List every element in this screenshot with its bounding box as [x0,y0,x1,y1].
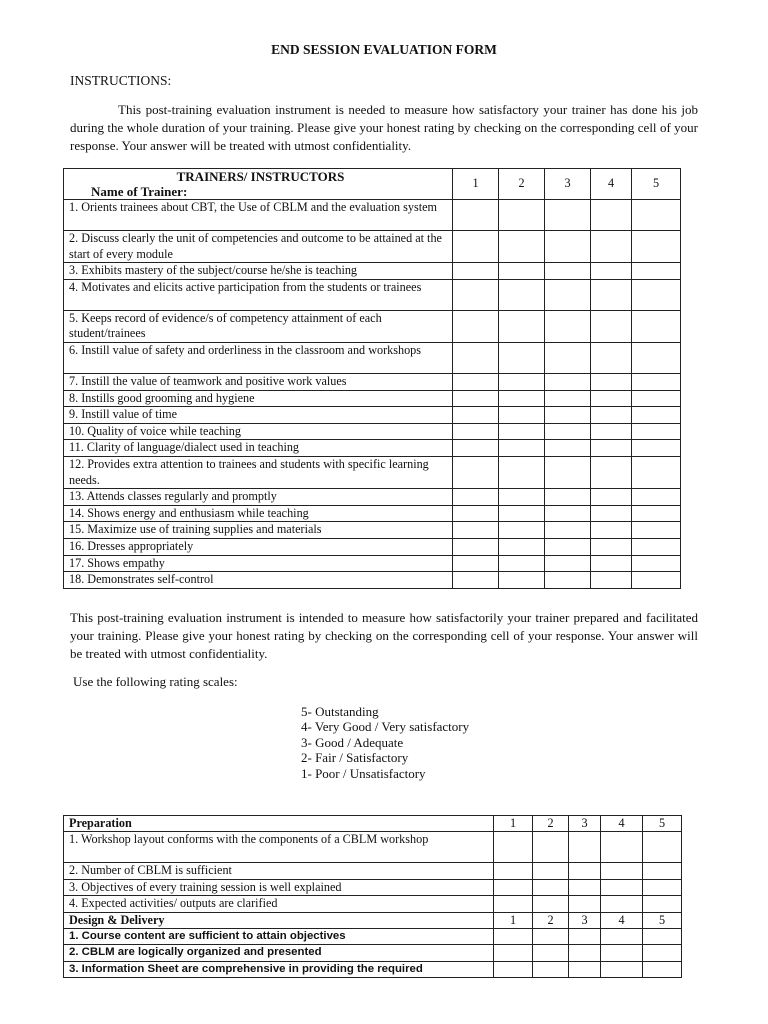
criterion-label: 13. Attends classes regularly and promptly [64,489,453,506]
trainer-rating-cell[interactable] [453,310,499,342]
trainer-rating-cell[interactable] [453,456,499,488]
trainer-name-label: Name of Trainer: [91,184,188,199]
trainer-rating-cell[interactable] [545,390,591,407]
rating-header-1: 1 [494,816,533,832]
criterion-label: 2. CBLM are logically organized and presented [64,945,494,961]
table-row [64,390,681,407]
design-rating-cell[interactable] [494,945,533,961]
preparation-rating-cell[interactable] [643,896,682,912]
criterion-label: 4. Expected activities/ outputs are clarified [64,896,494,912]
trainer-rating-cell[interactable] [545,407,591,424]
trainer-rating-cell[interactable] [591,263,632,280]
trainer-rating-cell[interactable] [632,279,681,310]
criterion-label: 18. Demonstrates self-control [64,572,453,589]
table-row [64,863,682,879]
design-rating-cell[interactable] [643,961,682,977]
trainer-rating-cell[interactable] [499,342,545,373]
table-row [64,489,681,506]
trainer-rating-cell[interactable] [453,489,499,506]
table-row [64,879,682,895]
criterion-label: 8. Instills good grooming and hygiene [64,390,453,407]
trainer-rating-cell[interactable] [453,263,499,280]
trainer-rating-cell[interactable] [591,407,632,424]
criterion-label: 9. Instill value of time [64,407,453,424]
rating-header-4: 4 [601,912,643,928]
trainer-rating-cell[interactable] [591,456,632,488]
criterion-label: 16. Dresses appropriately [64,538,453,555]
criterion-label: 3. Information Sheet are comprehensive in providing the required [64,961,494,977]
preparation-rating-cell[interactable] [494,896,533,912]
table-row [64,200,681,231]
rating-header-1: 1 [453,169,499,200]
rating-header-3: 3 [569,816,601,832]
criterion-label: 3. Exhibits mastery of the subject/course he/she is teaching [64,263,453,280]
criterion-label: 2. Number of CBLM is sufficient [64,863,494,879]
rating-header-5: 5 [643,816,682,832]
criterion-label: 10. Quality of voice while teaching [64,423,453,440]
trainer-rating-cell[interactable] [499,440,545,457]
trainer-rating-cell[interactable] [453,423,499,440]
trainer-rating-cell[interactable] [591,538,632,555]
trainer-rating-cell[interactable] [632,423,681,440]
rating-header-3: 3 [569,912,601,928]
criterion-label: 1. Workshop layout conforms with the components of a CBLM workshop [64,832,494,863]
trainer-rating-cell[interactable] [545,538,591,555]
trainer-rating-cell[interactable] [499,373,545,390]
trainer-rating-table [63,168,681,589]
trainer-rating-cell[interactable] [591,555,632,572]
trainer-rating-cell[interactable] [632,522,681,539]
criterion-label: 1. Course content are sufficient to attain objectives [64,929,494,945]
trainer-rating-cell[interactable] [499,538,545,555]
table-row [64,896,682,912]
rating-header-2: 2 [533,912,569,928]
design-rating-cell[interactable] [533,929,569,945]
table-row [64,231,681,263]
preparation-rating-cell[interactable] [494,863,533,879]
preparation-rating-cell[interactable] [601,863,643,879]
trainer-rating-cell[interactable] [591,200,632,231]
trainer-header-cell [64,169,453,200]
criterion-label: 12. Provides extra attention to trainees and students with specific learning needs. [64,456,453,488]
rating-header-4: 4 [601,816,643,832]
trainer-rating-cell[interactable] [453,555,499,572]
preparation-rating-cell[interactable] [601,896,643,912]
trainer-rating-cell[interactable] [499,456,545,488]
table-row [64,538,681,555]
rating-scale-item: 2- Fair / Satisfactory [301,750,409,766]
rating-scale-item: 5- Outstanding [301,704,379,719]
criterion-label: 2. Discuss clearly the unit of competencies and outcome to be attained at the start of every module [64,231,453,263]
trainer-rating-cell[interactable] [632,263,681,280]
trainer-table-header [64,169,681,200]
trainer-rating-cell[interactable] [545,342,591,373]
rating-scale-item: 4- Very Good / Very satisfactory [301,719,470,735]
trainer-rating-cell[interactable] [632,572,681,589]
trainer-rating-cell[interactable] [545,373,591,390]
trainer-rating-cell[interactable] [453,572,499,589]
trainer-rating-cell[interactable] [591,231,632,263]
design-rating-cell[interactable] [569,929,601,945]
design-rating-cell[interactable] [533,945,569,961]
trainer-rating-cell[interactable] [591,342,632,373]
trainer-rating-cell[interactable] [453,390,499,407]
trainer-rating-cell[interactable] [591,489,632,506]
table-row [64,263,681,280]
trainer-rating-cell[interactable] [453,200,499,231]
table-row [64,572,681,589]
table-row [64,522,681,539]
trainer-rating-cell[interactable] [632,505,681,522]
criterion-label: 1. Orients trainees about CBT, the Use of CBLM and the evaluation system [64,200,453,231]
preparation-rating-cell[interactable] [601,832,643,863]
trainer-rating-cell[interactable] [499,310,545,342]
design-rating-cell[interactable] [494,961,533,977]
preparation-rating-cell[interactable] [643,832,682,863]
trainer-rating-cell[interactable] [499,279,545,310]
trainer-rating-cell[interactable] [632,555,681,572]
trainer-rating-cell[interactable] [632,342,681,373]
trainer-rating-cell[interactable] [632,538,681,555]
design-rating-cell[interactable] [643,929,682,945]
trainer-rating-cell[interactable] [632,489,681,506]
trainer-rating-cell[interactable] [499,522,545,539]
design-rating-cell[interactable] [601,929,643,945]
trainer-rating-cell[interactable] [545,522,591,539]
trainer-rating-cell[interactable] [591,440,632,457]
criterion-label: 7. Instill the value of teamwork and positive work values [64,373,453,390]
rating-header-5: 5 [643,912,682,928]
rating-header-4: 4 [591,169,632,200]
trainer-rating-cell[interactable] [499,555,545,572]
design-delivery-header-label: Design & Delivery [64,912,494,928]
preparation-rating-cell[interactable] [643,863,682,879]
trainers-heading: TRAINERS/ INSTRUCTORS [176,169,345,184]
table-row [64,555,681,572]
trainer-rating-cell[interactable] [591,505,632,522]
table-row [64,342,681,373]
criterion-label: 6. Instill value of safety and orderliness in the classroom and workshops [64,342,453,373]
trainer-rating-cell[interactable] [499,407,545,424]
criterion-label: 17. Shows empathy [64,555,453,572]
table-row [64,373,681,390]
preparation-rating-cell[interactable] [533,863,569,879]
trainer-rating-cell[interactable] [632,407,681,424]
instructions-label: INSTRUCTIONS: [70,73,172,88]
table-row [64,423,681,440]
design-rating-cell[interactable] [601,961,643,977]
design-rating-cell[interactable] [494,929,533,945]
preparation-rating-cell[interactable] [533,896,569,912]
criterion-label: 11. Clarity of language/dialect used in teaching [64,440,453,457]
trainer-rating-cell[interactable] [453,440,499,457]
trainer-rating-cell[interactable] [591,373,632,390]
trainer-rating-cell[interactable] [545,263,591,280]
table-row [64,440,681,457]
design-rating-cell[interactable] [643,945,682,961]
trainer-rating-cell[interactable] [545,200,591,231]
rating-header-5: 5 [632,169,681,200]
trainer-rating-cell[interactable] [453,407,499,424]
trainer-rating-cell[interactable] [632,440,681,457]
trainer-rating-cell[interactable] [632,310,681,342]
rating-scale-item: 3- Good / Adequate [301,734,404,750]
trainer-rating-cell[interactable] [591,310,632,342]
criterion-label: 3. Objectives of every training session is well explained [64,879,494,895]
table-row [64,929,682,945]
table-row [64,279,681,310]
trainer-rating-cell[interactable] [591,279,632,310]
trainer-rating-cell[interactable] [632,231,681,263]
criterion-label: 15. Maximize use of training supplies and materials [64,522,453,539]
rating-header-2: 2 [499,169,545,200]
trainer-rating-cell[interactable] [453,538,499,555]
trainer-rating-cell[interactable] [591,390,632,407]
design-rating-cell[interactable] [569,961,601,977]
trainer-rating-cell[interactable] [453,505,499,522]
preparation-delivery-table [63,815,682,978]
preparation-header-label: Preparation [64,816,494,832]
preparation-rating-cell[interactable] [533,832,569,863]
preparation-rating-cell[interactable] [569,863,601,879]
preparation-rating-cell[interactable] [533,879,569,895]
trainer-rating-cell[interactable] [545,456,591,488]
criterion-label: 4. Motivates and elicits active participation from the students or trainees [64,279,453,310]
trainer-rating-cell[interactable] [499,572,545,589]
form-title: END SESSION EVALUATION FORM [271,42,497,57]
preparation-header [64,816,682,832]
trainer-rating-cell[interactable] [632,373,681,390]
trainer-rating-cell[interactable] [499,423,545,440]
trainer-rating-cell[interactable] [591,572,632,589]
trainer-rating-cell[interactable] [499,390,545,407]
trainer-rating-cell[interactable] [545,555,591,572]
trainer-rating-cell[interactable] [545,231,591,263]
trainer-rating-cell[interactable] [453,231,499,263]
rating-header-1: 1 [494,912,533,928]
preparation-rating-cell[interactable] [569,896,601,912]
trainer-rating-cell[interactable] [545,310,591,342]
table-row [64,832,682,863]
trainer-rating-cell[interactable] [499,200,545,231]
preparation-rating-cell[interactable] [569,879,601,895]
preparation-rating-cell[interactable] [494,879,533,895]
intro-paragraph: This post-training evaluation instrument is needed to measure how satisfactory your trainer has done his job during the whole duration of your training. Please give your honest rating by checking on the corresponding cell of your response. Your answer will be treated with utmost confidentiality. [70,102,698,153]
table-row [64,407,681,424]
second-intro-paragraph: This post-training evaluation instrument is intended to measure how satisfactorily your trainer prepared and facilitated your training. Please give your honest rating by checking on the corresponding cell of your response. Your answer will be treated with utmost confidentiality. [70,610,698,661]
preparation-rating-cell[interactable] [601,879,643,895]
design-rating-cell[interactable] [601,945,643,961]
trainer-rating-cell[interactable] [453,342,499,373]
table-row [64,310,681,342]
trainer-rating-cell[interactable] [591,522,632,539]
trainer-rating-cell[interactable] [545,423,591,440]
rating-scale-list [301,704,469,781]
preparation-rating-cell[interactable] [569,832,601,863]
design-delivery-header [64,912,682,928]
table-row [64,961,682,977]
table-row [64,456,681,488]
preparation-rating-cell[interactable] [494,832,533,863]
trainer-rating-cell[interactable] [545,440,591,457]
trainer-rating-cell[interactable] [453,522,499,539]
trainer-rating-cell[interactable] [499,489,545,506]
trainer-rating-cell[interactable] [632,390,681,407]
rating-header-3: 3 [545,169,591,200]
trainer-rating-cell[interactable] [545,572,591,589]
trainer-rating-cell[interactable] [499,231,545,263]
trainer-rating-cell[interactable] [632,200,681,231]
rating-scale-item: 1- Poor / Unsatisfactory [301,765,426,781]
trainer-rating-cell[interactable] [545,279,591,310]
trainer-rating-cell[interactable] [453,373,499,390]
trainer-rating-cell[interactable] [632,456,681,488]
design-rating-cell[interactable] [569,945,601,961]
trainer-rating-cell[interactable] [499,505,545,522]
trainer-rating-cell[interactable] [591,423,632,440]
rating-scale-intro: Use the following rating scales: [73,674,238,689]
trainer-rating-cell[interactable] [545,505,591,522]
table-row [64,505,681,522]
trainer-rating-cell[interactable] [545,489,591,506]
criterion-label: 14. Shows energy and enthusiasm while teaching [64,505,453,522]
design-rating-cell[interactable] [533,961,569,977]
criterion-label: 5. Keeps record of evidence/s of competency attainment of each student/trainees [64,310,453,342]
trainer-rating-cell[interactable] [499,263,545,280]
rating-header-2: 2 [533,816,569,832]
preparation-rating-cell[interactable] [643,879,682,895]
trainer-rating-cell[interactable] [453,279,499,310]
table-row [64,945,682,961]
